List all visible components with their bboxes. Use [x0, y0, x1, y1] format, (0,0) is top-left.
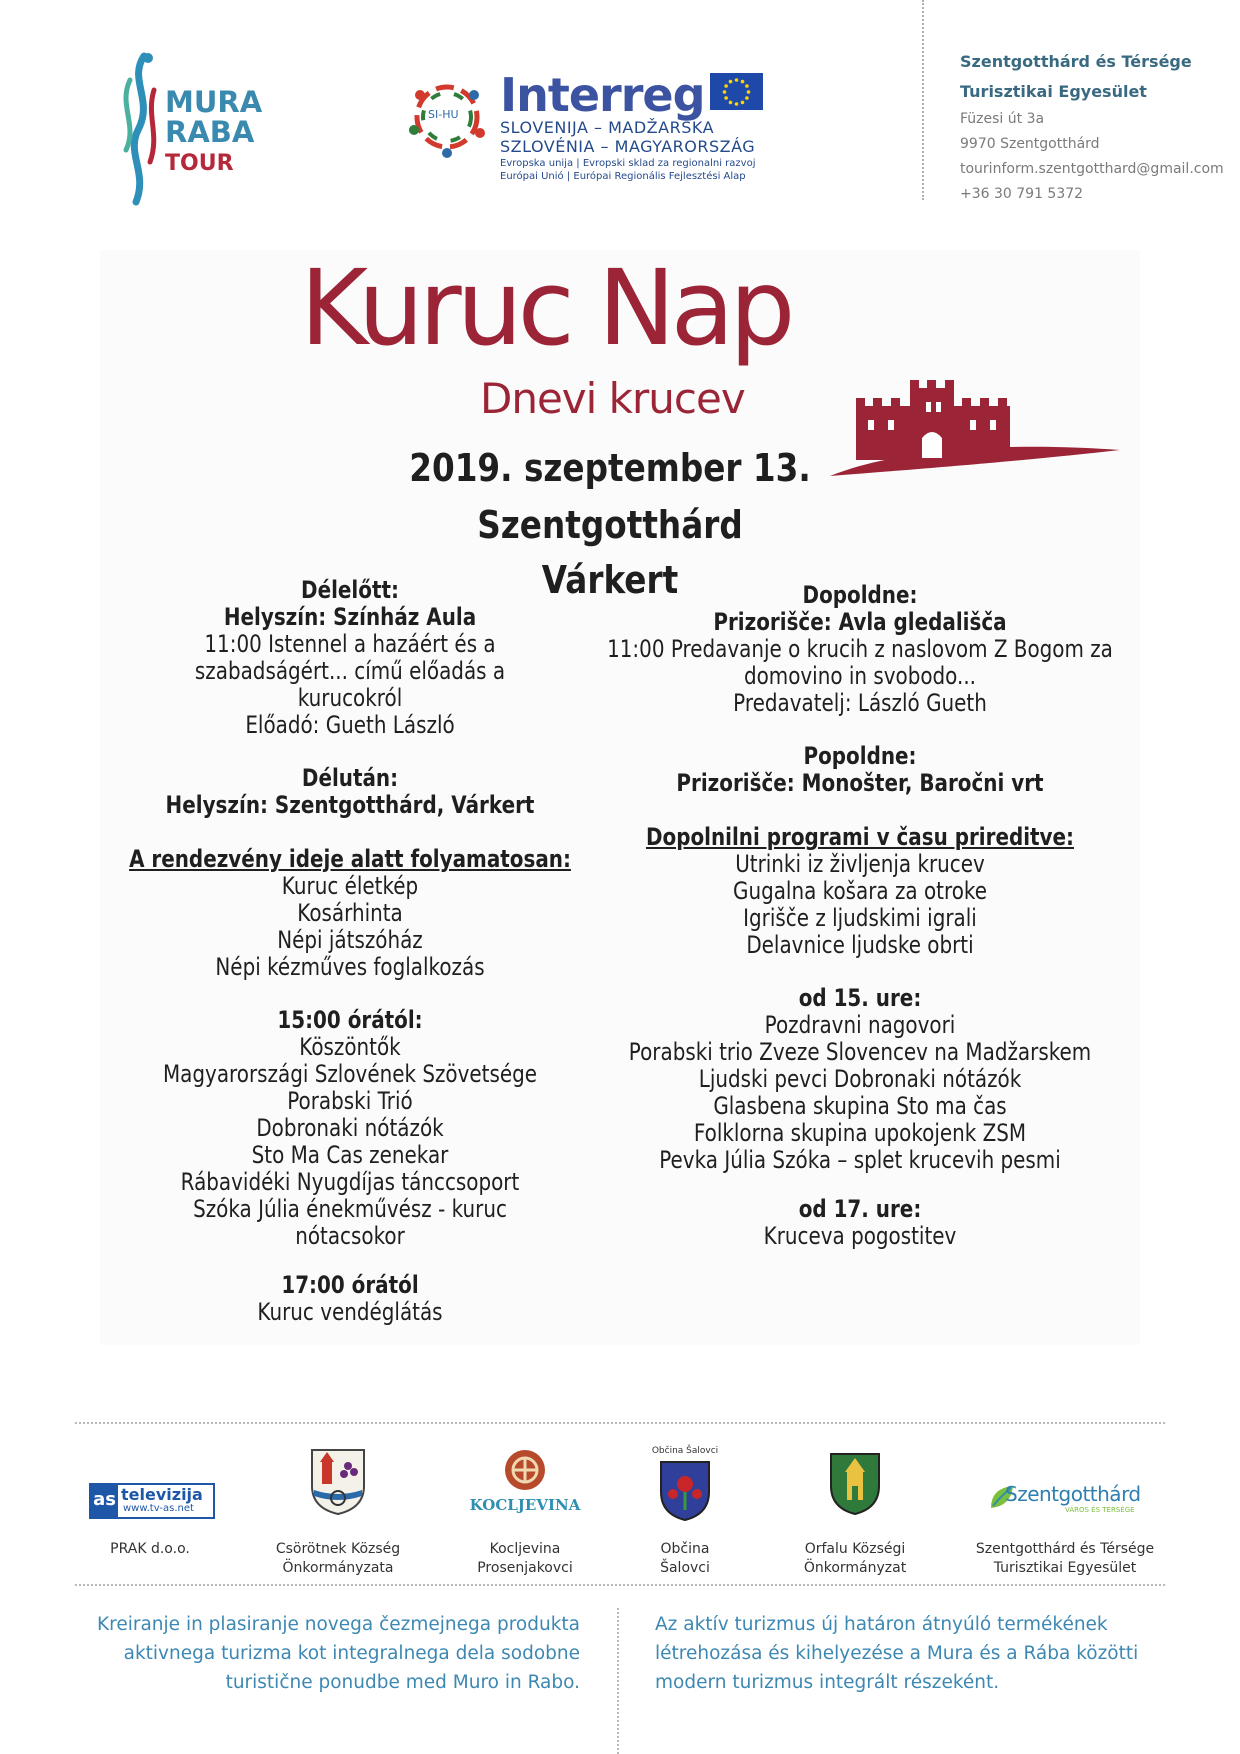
castle-icon	[810, 358, 1130, 483]
footer-line: modern turizmus integrált részeként.	[655, 1672, 1000, 1693]
hu-continuous-item: Népi kézműves foglalkozás	[215, 953, 485, 981]
sl-from15-item: Folklorna skupina upokojenk ZSM	[693, 1119, 1027, 1147]
partner-csorotnek	[268, 1446, 408, 1576]
hu-from15-item: Magyarországi Szlovének Szövetsége	[162, 1060, 537, 1088]
hu-from15-item: Rábavidéki Nyugdíjas tánccsoport	[180, 1168, 520, 1196]
sl-continuous-item: Utrinki iz življenja krucev	[735, 850, 985, 878]
sl-morning-heading: Dopoldne:	[802, 581, 918, 609]
sl-from17-item: Kruceva pogostitev	[763, 1222, 957, 1250]
org-phone: +36 30 791 5372	[960, 186, 1084, 202]
hu-talk-line: Előadó: Gueth László	[245, 711, 455, 739]
sl-talk-line: 11:00 Predavanje o krucih z naslovom Z Bogom za	[607, 635, 1113, 663]
sl-continuous-item: Delavnice ljudske obrti	[746, 931, 974, 959]
partner-salovci	[625, 1446, 745, 1576]
org-address-1: Füzesi út 3a	[960, 111, 1045, 127]
hu-continuous-item: Kosárhinta	[297, 899, 403, 927]
interreg-line-2: SZLOVÉNIA – MAGYARORSZÁG	[500, 137, 756, 156]
si-hu-label: SI-HU	[428, 108, 459, 121]
sl-from15-item: Glasbena skupina Sto ma čas	[713, 1092, 1007, 1120]
partner-label: Kocljevina	[489, 1541, 561, 1557]
partner-label: Szentgotthárd és Térsége	[975, 1541, 1155, 1557]
partners-top-divider	[75, 1422, 1165, 1424]
partner-label: Önkormányzata	[282, 1560, 394, 1576]
sl-afternoon-heading: Popoldne:	[803, 742, 917, 770]
hu-from15-item: nótacsokor	[295, 1222, 405, 1250]
hu-talk-line: szabadságért... című előadás a	[194, 657, 506, 685]
partner-prak	[85, 1478, 215, 1568]
sl-continuous-item: Gugalna košara za otroke	[733, 877, 987, 905]
partner-label: Csörötnek Község	[275, 1541, 401, 1557]
sl-from15-item: Porabski trio Zveze Slovencev na Madžarskem	[628, 1038, 1092, 1066]
sl-continuous-heading: Dopolnilni programi v času prireditve:	[645, 823, 1075, 851]
sl-from15-heading: od 15. ure:	[798, 984, 922, 1012]
sl-from15-item: Pozdravni nagovori	[764, 1011, 956, 1039]
salovci-crest-icon	[657, 1458, 713, 1522]
as-badge: as	[91, 1485, 118, 1517]
hu-continuous-heading: A rendezvény ideje alatt folyamatosan:	[129, 845, 571, 873]
interreg-line-3: Evropska unija | Evropski sklad za regionalni razvoj	[500, 158, 756, 169]
hu-from15-item: Sto Ma Cas zenekar	[251, 1141, 449, 1169]
footer-line: létrehozása és kihelyezése a Mura és a Rába közötti	[655, 1643, 1139, 1664]
hu-afternoon-location: Helyszín: Szentgotthárd, Várkert	[165, 791, 535, 819]
eu-flag-icon	[710, 73, 763, 110]
sl-from15-item: Ljudski pevci Dobronaki nótázók	[698, 1065, 1022, 1093]
footer-text-sl	[70, 1610, 580, 1697]
interreg-wordmark: Interreg	[500, 68, 705, 122]
szentgotthard-sub: VÁROS ÉS TÉRSÉGE	[1065, 1506, 1135, 1514]
hu-from17-heading: 17:00 órától	[281, 1271, 419, 1299]
program-sl-column	[594, 582, 1125, 1250]
hu-from15-item: Szóka Júlia énekművész - kuruc	[193, 1195, 507, 1223]
partner-label: Šalovci	[660, 1560, 710, 1576]
hu-afternoon-heading: Délután:	[301, 764, 399, 792]
mrt-word-tour: TOUR	[165, 151, 234, 176]
hu-from17-item: Kuruc vendéglátás	[257, 1298, 443, 1326]
partners-bottom-divider	[75, 1584, 1165, 1586]
mura-raba-tour-logo	[108, 50, 278, 210]
hu-continuous-item: Népi játszóház	[277, 926, 423, 954]
sl-morning-location: Prizorišče: Avla gledališča	[713, 608, 1007, 636]
hu-morning-heading: Délelőtt:	[301, 576, 399, 604]
wave-figure-icon	[108, 50, 168, 210]
footer-line: turistične ponudbe med Muro in Rabo.	[225, 1672, 580, 1693]
partner-label: Občina	[660, 1541, 710, 1557]
org-address-2: 9970 Szentgotthárd	[960, 136, 1100, 152]
interreg-line-1: SLOVENIJA – MADŽARSKA	[500, 118, 715, 137]
poster-subtitle: Dnevi krucev	[480, 374, 745, 423]
partner-label: Turisztikai Egyesület	[993, 1560, 1137, 1576]
partner-label: Prosenjakovci	[477, 1560, 573, 1576]
partner-label: PRAK d.o.o.	[110, 1541, 190, 1557]
org-title-2: Turisztikai Egyesület	[960, 82, 1147, 101]
hu-from15-heading: 15:00 órától:	[277, 1006, 423, 1034]
interreg-line-4: Európai Unió | Európai Regionális Fejlesztési Alap	[500, 171, 746, 182]
sl-afternoon-location: Prizorišče: Monošter, Baročni vrt	[676, 769, 1044, 797]
organization-contact	[960, 47, 1224, 207]
event-date: 2019. szeptember 13.	[409, 446, 811, 490]
sl-from17-heading: od 17. ure:	[798, 1195, 922, 1223]
kocljevina-emblem-icon	[503, 1448, 547, 1492]
event-venue: Várkert	[541, 558, 679, 602]
footer-line: aktivnega turizma kot integralnega dela sodobne	[123, 1643, 580, 1664]
hu-continuous-item: Kuruc életkép	[281, 872, 419, 900]
org-title-1: Szentgotthárd és Térsége	[960, 52, 1192, 71]
hu-morning-location: Helyszín: Színház Aula	[223, 603, 477, 631]
si-hu-logo	[400, 75, 495, 160]
salovci-crest-caption: Občina Šalovci	[651, 1446, 719, 1456]
sl-from15-item: Pevka Júlia Szóka – splet krucevih pesmi	[659, 1146, 1061, 1174]
csorotnek-crest-icon	[308, 1446, 368, 1516]
sl-continuous-item: Igrišče z ljudskimi igrali	[743, 904, 977, 932]
sl-talk-line: domovino in svobodo...	[743, 662, 977, 690]
org-email[interactable]: tourinform.szentgotthard@gmail.com	[960, 161, 1224, 177]
televizija-url: www.tv-as.net	[123, 1503, 194, 1514]
hu-from15-item: Dobronaki nótázók	[256, 1114, 444, 1142]
hu-talk-line: kurucokról	[297, 684, 403, 712]
footer-line: Az aktív turizmus új határon átnyúló termékének	[655, 1614, 1108, 1635]
hu-from15-item: Porabski Trió	[287, 1087, 413, 1115]
partner-kocljevina	[455, 1446, 595, 1576]
partner-label: Önkormányzat	[803, 1560, 907, 1576]
footer-text-hu	[655, 1610, 1175, 1697]
sl-talk-line: Predavatelj: László Gueth	[733, 689, 987, 717]
hu-talk-line: 11:00 Istennel a hazáért és a	[204, 630, 496, 658]
event-place: Szentgotthárd	[477, 503, 743, 547]
partner-label: Orfalu Községi	[804, 1541, 906, 1557]
orfalu-crest-icon	[827, 1450, 883, 1516]
televizija-word: televizija	[121, 1485, 203, 1504]
footer-divider	[617, 1608, 619, 1754]
kocljevina-wordmark: KOCLJEVINA	[469, 1496, 581, 1514]
szentgotthard-wordmark: Szentgotthárd	[1005, 1482, 1141, 1506]
header-divider	[922, 0, 924, 200]
mrt-word-raba: RABA	[165, 115, 255, 149]
program-hu-column	[109, 577, 590, 1326]
poster-title: Kuruc Nap	[300, 247, 791, 369]
mrt-word-mura: MURA	[165, 85, 263, 119]
hu-from15-item: Köszöntők	[299, 1033, 401, 1061]
partner-szentgotthard	[965, 1470, 1165, 1576]
footer-line: Kreiranje in plasiranje novega čezmejnega produkta	[97, 1614, 580, 1635]
as-televizija-logo	[89, 1483, 215, 1519]
partner-orfalu	[785, 1446, 925, 1576]
